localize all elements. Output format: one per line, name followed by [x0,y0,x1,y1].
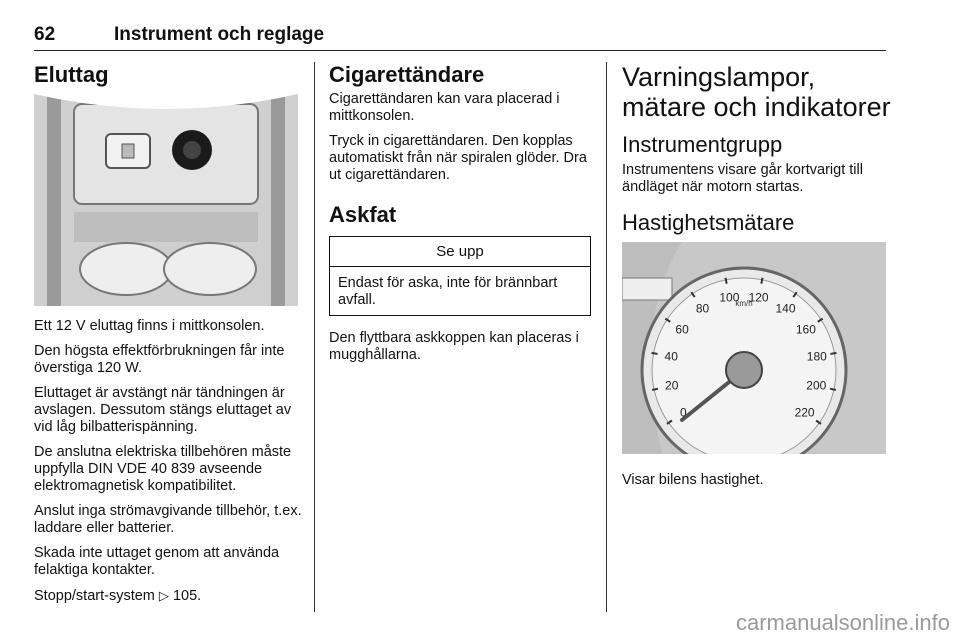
section-heading-askfat: Askfat [329,202,397,227]
instrumentgrupp-paragraph: Instrumentens visare går kortvarigt till ändläget när motorn startas. [622,162,863,195]
page-number: 62 [34,24,56,45]
speedometer-tick-mark [761,278,762,284]
subheading-hastighetsmatare: Hastighetsmätare [622,210,795,235]
eluttag-paragraph-3: Eluttaget är avstängt när tändningen är avslagen. Dessutom stängs eluttaget av vid låg bilbatterispänning. [34,385,292,435]
speedometer-illustration [622,242,886,454]
hastighetsmatare-paragraph: Visar bilens hastighet. [622,472,764,488]
speedometer-tick-180: 180 [806,349,827,364]
section-heading-cigarettandare: Cigarettändare [329,62,485,87]
speedometer-tick-mark [652,389,658,390]
speedometer-tick-120: 120 [748,290,769,305]
speedometer-tick-20: 20 [665,378,679,393]
speedometer-tick-60: 60 [675,322,689,337]
caution-title: Se upp [330,237,590,267]
watermark: carmanualsonline.info [735,610,950,635]
eluttag-paragraph-5: Anslut inga strömavgivande tillbehör, t.ex. laddare eller batterier. [34,503,302,536]
speedometer-tick-100: 100 [719,290,740,305]
running-title: Instrument och reglage [114,24,325,45]
speedometer-tick-mark [831,353,837,354]
speedometer-tick-80: 80 [695,301,710,316]
speedometer-tick-0: 0 [680,405,687,420]
chapter-heading-line-1: Varningslampor, [622,62,816,92]
eluttag-paragraph-1: Ett 12 V eluttag finns i mittkonsolen. [34,318,265,334]
speedometer-unit: km/h [735,299,753,308]
cross-reference-page: 105. [172,588,202,604]
speedometer-tick-140: 140 [775,301,796,316]
caution-body: Endast för aska, inte för brännbart avfall. [338,275,558,308]
section-heading-eluttag: Eluttag [34,62,109,87]
speedometer-tick-mark [652,353,658,354]
speedometer-tick-40: 40 [664,349,678,364]
arrow-ref-icon: ▷ [158,588,169,603]
column-varningslampor [622,62,892,497]
speedometer-tick-200: 200 [806,378,827,393]
speedometer-hub [726,352,762,388]
subheading-instrumentgrupp: Instrumentgrupp [622,132,783,157]
column-divider-2 [606,62,607,612]
speedometer-tick-160: 160 [795,322,816,337]
column-cigarettandare [329,62,591,372]
speedometer-tick-220: 220 [794,405,815,420]
caution-box [329,236,591,316]
page-header [34,20,886,51]
eluttag-paragraph-2: Den högsta effektförbrukningen får inte överstiga 120 W. [34,343,285,376]
speedometer-tick-mark [726,278,727,284]
eluttag-paragraph-6: Skada inte uttaget genom att använda felaktiga kontakter. [34,545,280,578]
cross-reference[interactable] [34,587,302,605]
cigarettandare-paragraph-2: Tryck in cigarettändaren. Den kopplas automatiskt från när spiralen glöder. Dra ut cigarettändaren. [329,133,587,183]
eluttag-paragraph-4: De anslutna elektriska tillbehören måste uppfylla DIN VDE 40 839 avseende elektromagnetisk kompatibilitet. [34,444,292,494]
askfat-paragraph: Den flyttbara askkoppen kan placeras i mugghållarna. [329,330,579,363]
cross-reference-text: Stopp/start-system [34,588,155,604]
speedometer-tick-mark [830,389,836,390]
power-outlet-illustration [34,94,298,306]
chapter-heading-line-2: mätare och indikatorer [622,92,891,122]
column-eluttag [34,62,302,613]
cigarettandare-paragraph-1: Cigarettändaren kan vara placerad i mittkonsolen. [329,91,560,124]
column-divider-1 [314,62,315,612]
